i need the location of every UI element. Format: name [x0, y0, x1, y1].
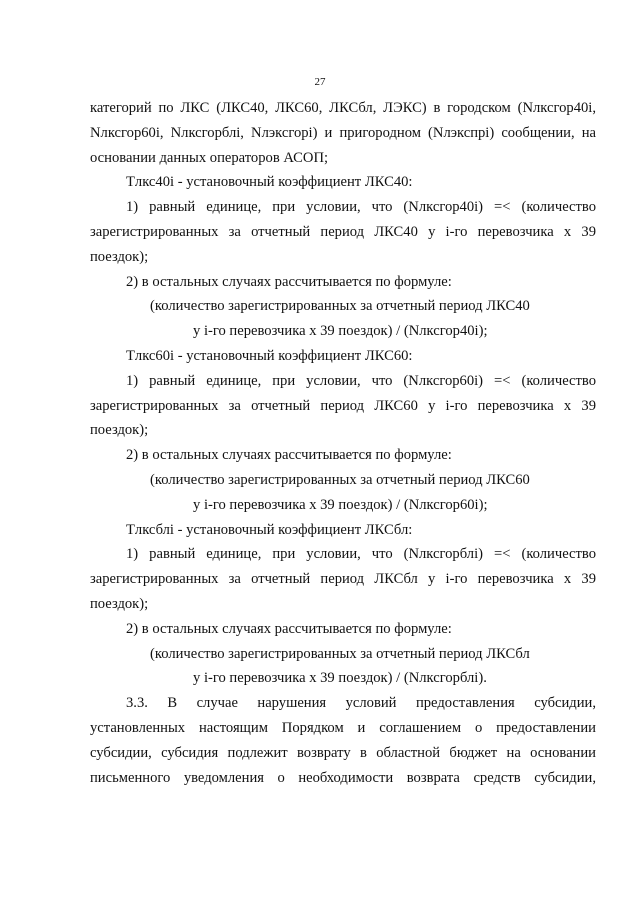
formula-line-2: у i-го перевозчика x 39 поездок) / (Nлксгорблi).: [193, 670, 487, 687]
text-line: поездок);: [90, 248, 149, 265]
definition-tlks60: Tлкс60i - установочный коэффициент ЛКС60:: [126, 347, 413, 364]
document-body: [90, 96, 596, 790]
formula-line-1: (количество зарегистрированных за отчетный период ЛКС60: [150, 471, 530, 488]
clause-3-3: [90, 691, 596, 790]
definition-tlksbl: Tлксблi - установочный коэффициент ЛКСбл:: [126, 521, 413, 538]
formula-lks40: [90, 294, 596, 344]
text-line: 1) равный единице, при условии, что (Nлксгор40i) =< (количество: [126, 199, 596, 216]
condition-1-lksbl: [90, 542, 596, 616]
text-line: субсидии, субсидия подлежит возврату в областной бюджет на основании: [90, 744, 596, 761]
formula-lks60: [90, 468, 596, 518]
text-line: поездок);: [90, 422, 149, 439]
text-line: поездок);: [90, 595, 149, 612]
formula-line-2: у i-го перевозчика x 39 поездок) / (Nлксгор60i);: [193, 496, 488, 513]
paragraph-categories: [90, 96, 596, 170]
text-line: письменного уведомления о необходимости возврата средств субсидии,: [90, 769, 596, 786]
condition-2-lksbl: 2) в остальных случаях рассчитывается по формуле:: [126, 620, 452, 637]
text-line: зарегистрированных за отчетный период ЛКС60 у i-го перевозчика x 39: [90, 397, 596, 414]
definition-tlks40: Tлкс40i - установочный коэффициент ЛКС40:: [126, 174, 413, 191]
page-number: 27: [314, 76, 326, 88]
text-line: установленных настоящим Порядком и соглашением о предоставлении: [90, 719, 596, 736]
formula-line-2: у i-го перевозчика x 39 поездок) / (Nлксгор40i);: [193, 323, 488, 340]
text-line: 3.3. В случае нарушения условий предоставления субсидии,: [126, 695, 596, 712]
text-line: основании данных операторов АСОП;: [90, 149, 329, 166]
formula-line-1: (количество зарегистрированных за отчетный период ЛКС40: [150, 298, 530, 315]
text-line: Nлксгор60i, Nлксгорблi, Nлэксгорi) и пригородном (Nлэкспрi) сообщении, на: [90, 124, 596, 141]
formula-lksbl: [90, 642, 596, 692]
text-line: зарегистрированных за отчетный период ЛКСбл у i-го перевозчика x 39: [90, 571, 596, 588]
formula-line-1: (количество зарегистрированных за отчетный период ЛКСбл: [150, 645, 530, 662]
text-line: категорий по ЛКС (ЛКС40, ЛКС60, ЛКСбл, ЛЭКС) в городском (Nлксгор40i,: [90, 100, 596, 116]
condition-2-lks60: 2) в остальных случаях рассчитывается по формуле:: [126, 447, 452, 464]
condition-1-lks60: [90, 369, 596, 443]
text-line: 1) равный единице, при условии, что (Nлксгор60i) =< (количество: [126, 372, 596, 389]
condition-2-lks40: 2) в остальных случаях рассчитывается по формуле:: [126, 273, 452, 290]
text-line: зарегистрированных за отчетный период ЛКС40 у i-го перевозчика x 39: [90, 223, 596, 240]
text-line: 1) равный единице, при условии, что (Nлксгорблi) =< (количество: [126, 546, 596, 563]
condition-1-lks40: [90, 195, 596, 269]
